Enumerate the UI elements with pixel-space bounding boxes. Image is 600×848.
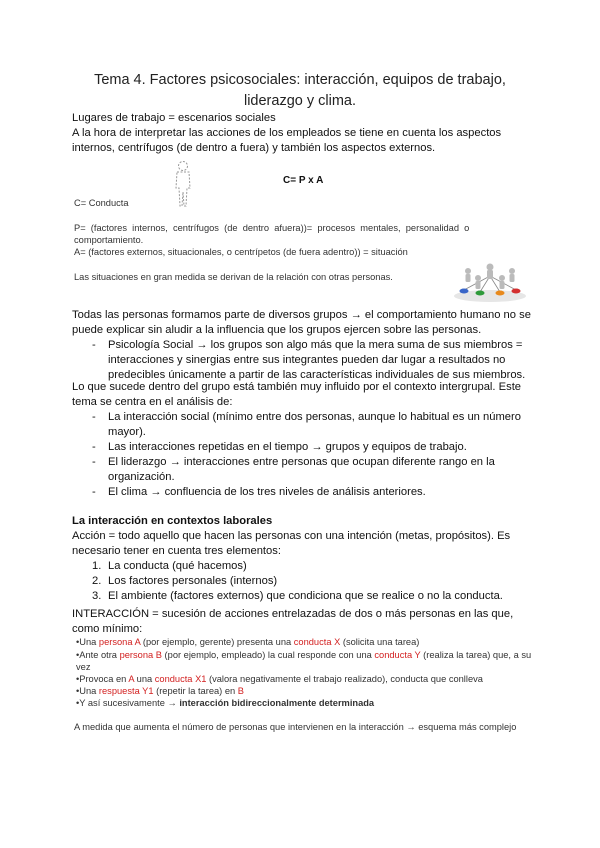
p-definition-line-2: comportamiento. [74,235,144,245]
step-5: •Y así sucesivamente → interacción bidireccionalmente determinada [76,698,375,708]
bullet-dash: - [92,339,96,351]
intro-line-3: internos, centrífugos (de dentro a fuera) y también los aspectos externos. [72,142,436,154]
a-definition: A= (factores externos, situacionales, o centrípetos (de fuera adentro)) = situación [74,247,408,257]
analysis-item-3-l2: organización. [108,471,175,483]
groups-line-2: puede explicar sin aludir a la influencia que los grupos ejercen sobre las personas. [72,324,482,336]
step-1: •Una persona A (por ejemplo, gerente) presenta una conducta X (solicita una tarea) [76,637,420,647]
p-definition-line-1: P= (factores internos, centrífugos (de dentro afuera))= procesos mentales, personalidad o [74,223,470,233]
social-psych-line-2: interacciones y sinergias entre sus integrantes pueden dar lugar a resultados no [108,354,506,366]
interaction-line-2: necesario tener en cuenta tres elementos: [72,545,281,557]
analysis-item-1-l1: La interacción social (mínimo entre dos personas, aunque lo habitual es un número [108,411,521,423]
step-4: •Una respuesta Y1 (repetir la tarea) en B [76,686,244,696]
element-num-3: 3. [92,590,102,602]
element-2: Los factores personales (internos) [108,575,278,587]
analysis-item-1-l2: mayor). [108,426,146,438]
element-num-2: 2. [92,575,102,587]
formula-equation: C= P x A [283,175,324,186]
interaction-def-line-1: INTERACCIÓN = sucesión de acciones entrelazadas de dos o más personas en las que, [72,608,514,620]
c-definition: C= Conducta [74,198,129,208]
intro-line-2: A la hora de interpretar las acciones de los empleados se tiene en cuenta los aspectos [72,127,502,139]
document-page: Tema 4. Factores psicosociales: interacción, equipos de trabajo, liderazgo y clima. Lugares de trabajo = escenarios sociales A la hora de interpretar las acciones de los empleados se tiene en cuenta los aspectos internos, centrífugos (de dentro a fuera) y también los aspectos externos. C= P x A C= Conducta P= (factores internos, centrífugos (de dentro afuera))= procesos mentales, personalidad o comportamiento. A= (factores externos, situacionales, o centrípetos (de fuera adentro)) = situación Las situaciones en gran medida se derivan de la relación con otras personas. Todas las personas formamos parte de diversos grupos → el comportamiento humano no se puede explicar sin aludir a la influencia que los grupos ejercen sobre las personas. - Psicología Social → los grupos son algo más que la mera suma de sus miembros = interacciones y sinergias entre sus integrantes pueden dar lugar a resultados no predecibles únicamente a partir de las características individuales de sus miembros. Lo que sucede dentro del grupo está también muy influido por el contexto intergrupal. Este tema se centra en el análisis de: - La interacción social (mínimo entre dos personas, aunque lo habitual es un número mayor). - Las interacciones repetidas en el tiempo → grupos y equipos de trabajo. - El liderazgo → interacciones entre personas que ocupan diferente rango en la organización. - El clima → confluencia de los tres niveles de análisis anteriores. La interacción en contextos laborales Acción = todo aquello que hacen las personas con una intención (metas, propósitos). Es necesario tener en cuenta tres elementos: 1. La conducta (qué hacemos) 2. Los factores personales (internos) 3. El ambiente (factores externos) que condiciona que se realice o no la conducta. INTERACCIÓN = sucesión de acciones entrelazadas de dos o más personas en las que, como mínimo: •Una persona A (por ejemplo, gerente) presenta una conducta X (solicita una tarea) •Ante otra persona B (por ejemplo, empleado) la cual responde con una conducta Y (realiza la tarea) que, a su vez •Provoca en A una conducta X1 (valora negativamente el trabajo realizado), conducta que conlleva •Una respuesta Y1 (repetir la tarea) en B •Y así sucesivamente → interacción bidireccionalmente determinada A medida que aumenta el número de personas que intervienen en la interacción → esquema más complejo [0,0,600,848]
element-num-1: 1. [92,560,102,572]
intro-line-1: Lugares de trabajo = escenarios sociales [72,112,276,124]
analysis-item-4: El clima → confluencia de los tres niveles de análisis anteriores. [108,486,426,498]
element-1: La conducta (qué hacemos) [108,560,247,572]
closing-text: A medida que aumenta el número de personas que intervienen en la interacción → esquema más complejo [74,722,517,732]
analysis-item-2: Las interacciones repetidas en el tiempo → grupos y equipos de trabajo. [108,441,467,453]
social-psych-line-3: predecibles únicamente a partir de las características individuales de sus miembros. [108,369,526,381]
after-line-1: Lo que sucede dentro del grupo está también muy influido por el contexto intergrupal. Este [72,381,522,393]
social-psych-line-1: Psicología Social → los grupos son algo más que la mera suma de sus miembros = [108,339,523,351]
page-title: Tema 4. Factores psicosociales: interacción, equipos de trabajo, liderazgo y clima. [94,72,506,109]
step-2: •Ante otra persona B (por ejemplo, empleado) la cual responde con una conducta Y (realiza la tarea) que, a su [76,650,532,660]
step-2-cont: vez [76,662,91,672]
human-figure-icon [172,160,194,210]
interaction-heading: La interacción en contextos laborales [72,515,273,527]
interaction-line-1: Acción = todo aquello que hacen las personas con una intención (metas, propósitos). Es [72,530,511,542]
situations-text: Las situaciones en gran medida se derivan de la relación con otras personas. [74,272,393,282]
analysis-item-3-l1: El liderazgo → interacciones entre personas que ocupan diferente rango en la [108,456,495,468]
interaction-def-line-2: como mínimo: [72,623,143,635]
groups-line-1: Todas las personas formamos parte de diversos grupos → el comportamiento humano no se [72,309,531,321]
step-3: •Provoca en A una conducta X1 (valora negativamente el trabajo realizado), conducta que conlleva [76,674,483,684]
element-3: El ambiente (factores externos) que condiciona que se realice o no la conducta. [108,590,503,602]
after-line-2: tema se centra en el análisis de: [72,396,233,408]
network-people-icon [450,258,530,304]
